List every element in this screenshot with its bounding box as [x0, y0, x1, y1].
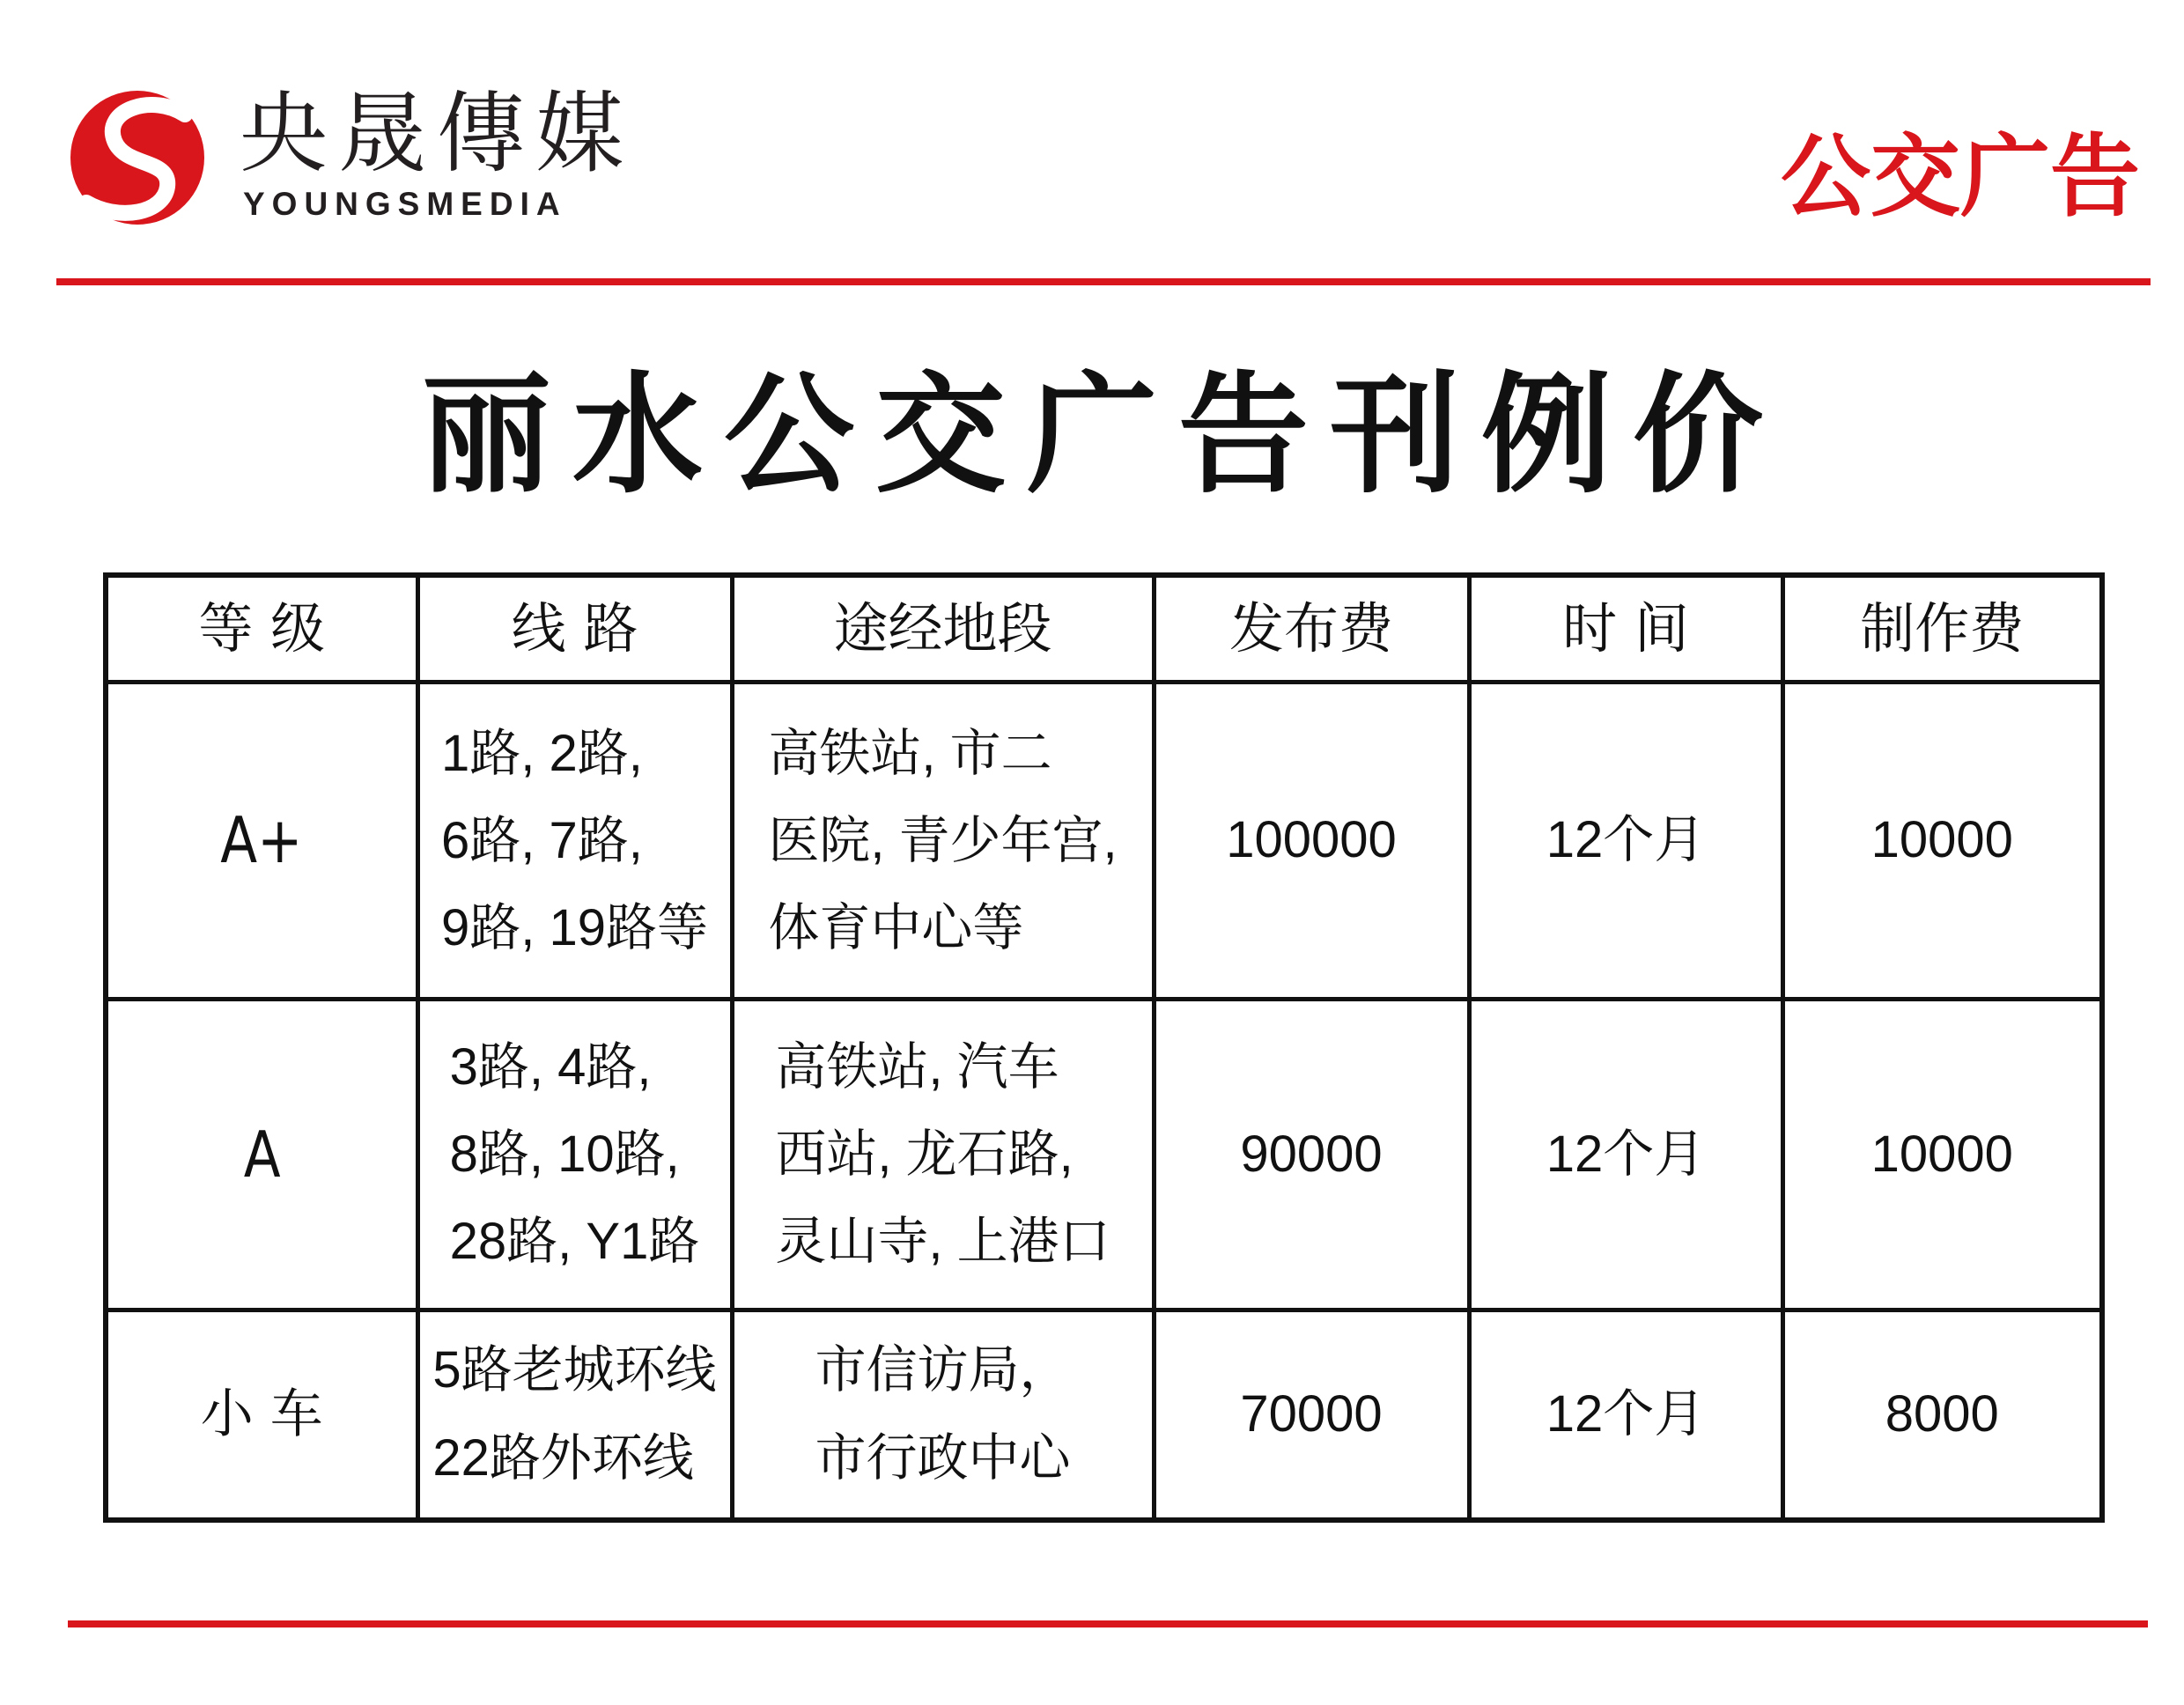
column-header-areas: 途经地段 [732, 575, 1154, 682]
area-line: 市行政中心 [815, 1429, 1071, 1487]
areas-cell [732, 682, 1154, 999]
areas-cell [732, 1310, 1154, 1520]
brand-name-english: YOUNGSMEDIA [243, 186, 567, 222]
route-lines [450, 1023, 700, 1285]
table-row [106, 999, 2102, 1310]
fee-cell: 70000 [1154, 1310, 1469, 1520]
grade-cell [106, 1310, 417, 1520]
route-line: 8路, 10路, [449, 1126, 680, 1183]
route-line: 9路, 19路等 [441, 898, 708, 956]
s-swirl-logo-icon [62, 88, 213, 227]
column-header-period: 时 间 [1469, 575, 1782, 682]
production-cell: 10000 [1782, 999, 2102, 1310]
route-line: 6路, 7路, [441, 811, 643, 869]
grade-cell [106, 999, 417, 1310]
fee-cell: 90000 [1154, 999, 1469, 1310]
route-line: 28路, Y1路 [449, 1213, 700, 1270]
page-title: 丽水公交广告刊例价 [421, 358, 1784, 511]
areas-cell [732, 999, 1154, 1310]
period-cell: 12个月 [1469, 999, 1782, 1310]
column-header-fee: 发布费 [1154, 575, 1469, 682]
route-line: 22路外环线 [432, 1429, 694, 1487]
area-lines [775, 1023, 1110, 1285]
area-line: 医院, 青少年宫, [768, 811, 1118, 869]
grade-cell [106, 682, 417, 999]
area-lines [815, 1326, 1070, 1502]
production-cell: 10000 [1782, 682, 2102, 999]
routes-cell [417, 999, 732, 1310]
area-lines [768, 710, 1117, 971]
category-label: 公交广告 [1781, 125, 2140, 230]
routes-cell [417, 1310, 732, 1520]
routes-cell [417, 682, 732, 999]
column-header-production: 制作费 [1782, 575, 2102, 682]
bottom-red-divider [68, 1620, 2148, 1628]
route-line: 5路老城环线 [432, 1341, 717, 1399]
area-line: 市信访局， [815, 1341, 1071, 1399]
route-line: 3路, 4路, [449, 1038, 652, 1096]
area-line: 体育中心等 [768, 898, 1024, 956]
grade-label: A [243, 1117, 281, 1192]
period-cell: 12个月 [1469, 682, 1782, 999]
area-line: 灵山寺, 上港口 [775, 1213, 1110, 1270]
area-line: 高铁站, 市二 [768, 724, 1052, 782]
production-cell: 8000 [1782, 1310, 2102, 1520]
grade-label: 小 车 [200, 1384, 323, 1446]
price-table [103, 572, 2105, 1523]
brand-name-chinese: 央晟傳媒 [240, 82, 634, 185]
table-row [106, 1310, 2102, 1520]
route-lines [432, 1326, 716, 1502]
fee-cell: 100000 [1154, 682, 1469, 999]
period-cell: 12个月 [1469, 1310, 1782, 1520]
column-header-grade: 等 级 [106, 575, 417, 682]
table-header-row [106, 575, 2102, 682]
table-row [106, 682, 2102, 999]
grade-label: A+ [220, 803, 303, 877]
area-line: 高铁站, 汽车 [775, 1038, 1059, 1096]
route-line: 1路, 2路, [441, 724, 643, 782]
route-lines [441, 710, 708, 971]
column-header-routes: 线 路 [417, 575, 732, 682]
top-red-divider [56, 278, 2151, 285]
area-line: 西站, 龙石路, [775, 1126, 1074, 1183]
